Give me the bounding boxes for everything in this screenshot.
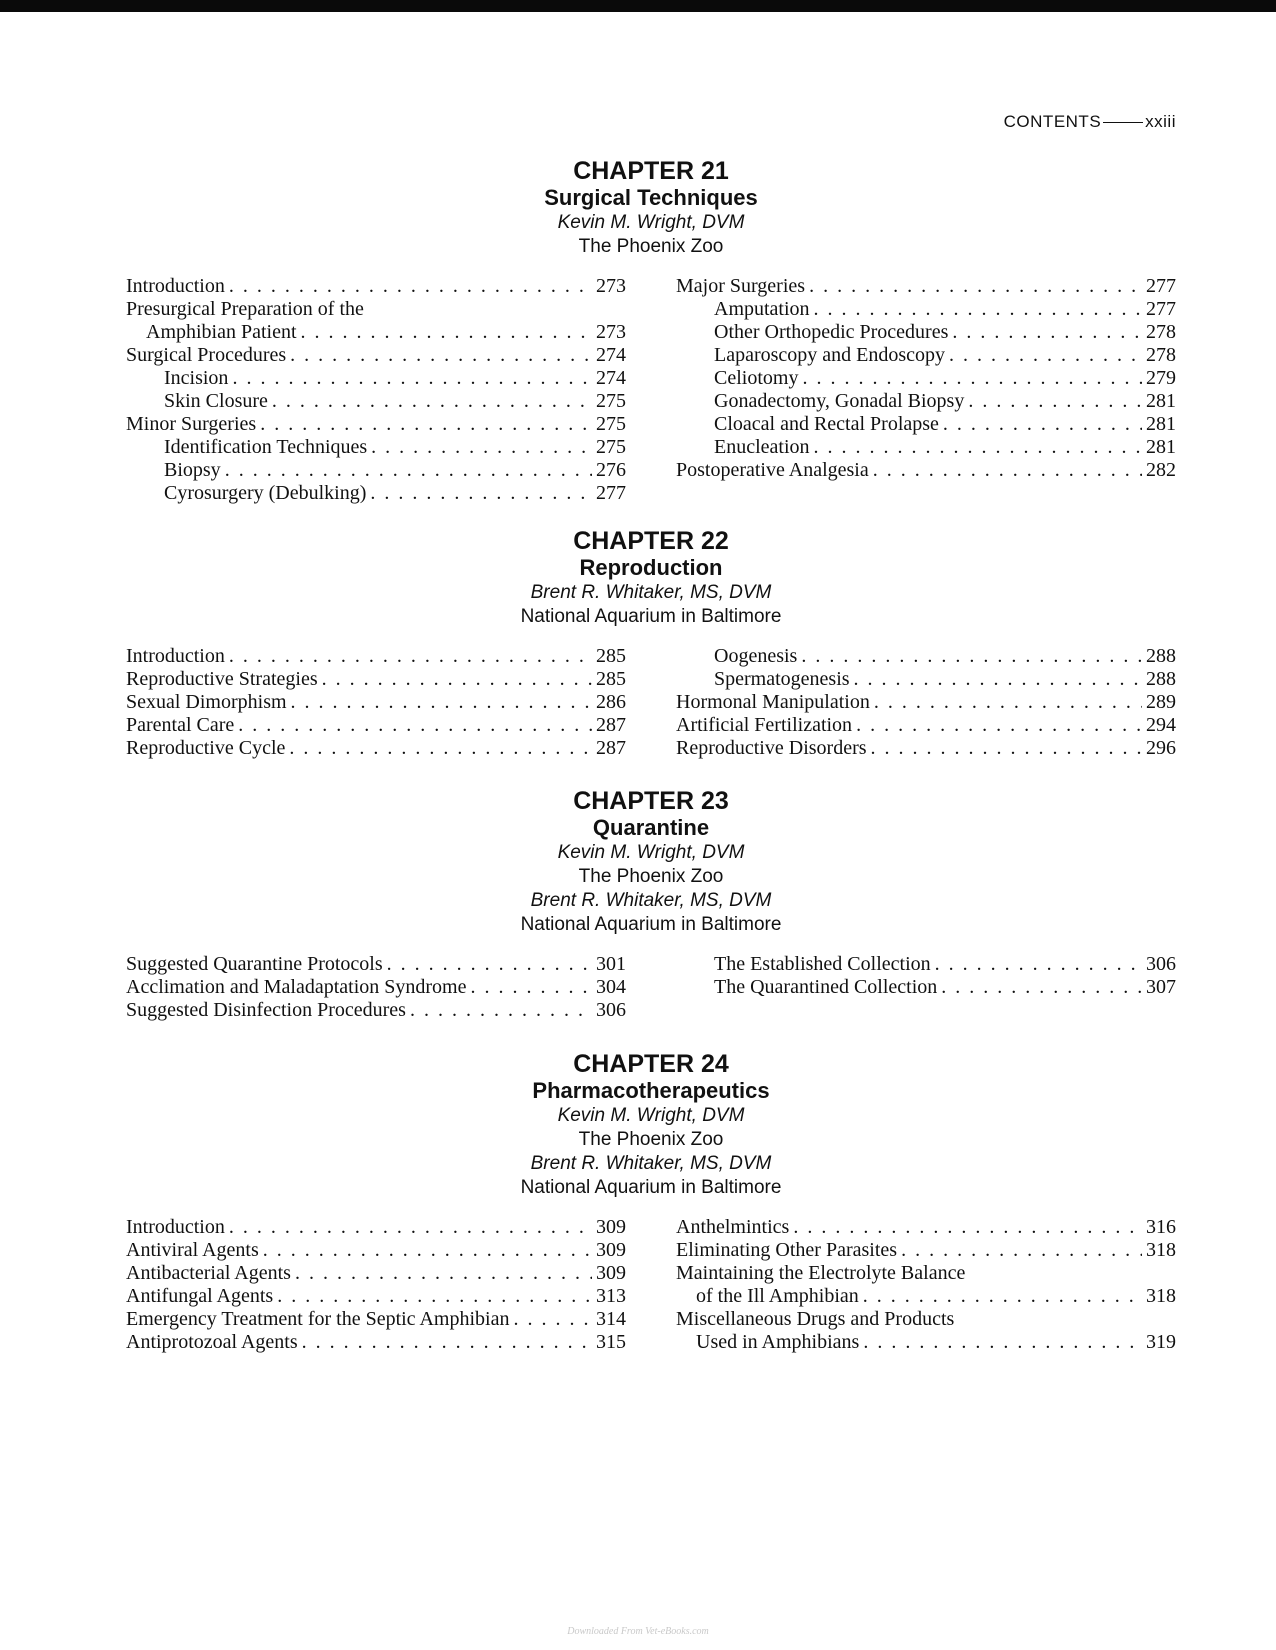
- dot-leader: [793, 1216, 1142, 1239]
- toc-entry-page: 304: [596, 976, 626, 998]
- toc-entry-title: Antiprotozoal Agents: [126, 1331, 298, 1353]
- toc-entry-page: 285: [596, 668, 626, 690]
- toc-entry[interactable]: [676, 691, 1176, 714]
- toc-entry-page: 275: [596, 413, 626, 435]
- chapter-affiliation: The Phoenix Zoo: [578, 866, 724, 887]
- dot-leader: [935, 953, 1142, 976]
- toc-entry-title: Introduction: [126, 275, 225, 297]
- toc-entry-title: Reproductive Cycle: [126, 737, 286, 759]
- toc-entry[interactable]: [126, 691, 626, 714]
- toc-column-left: [126, 645, 626, 760]
- toc-entry[interactable]: [126, 976, 626, 999]
- chapter-affiliation: The Phoenix Zoo: [578, 236, 724, 257]
- toc-entry-title: Oogenesis: [714, 645, 798, 667]
- running-head-label: CONTENTS: [1003, 112, 1102, 131]
- dot-leader: [387, 953, 592, 976]
- dot-leader: [238, 714, 592, 737]
- toc-entry[interactable]: [676, 668, 1176, 691]
- toc-entry-page: 275: [596, 390, 626, 412]
- toc-entry-title: Major Surgeries: [676, 275, 806, 297]
- toc-entry-title: Parental Care: [126, 714, 235, 736]
- toc-entry-title: Maintaining the Electrolyte Balance: [676, 1262, 966, 1284]
- toc-entry-title: Skin Closure: [164, 390, 268, 412]
- dot-leader: [901, 1239, 1142, 1262]
- chapter-number: CHAPTER 21: [573, 157, 729, 185]
- toc-entry[interactable]: [126, 714, 626, 737]
- dot-leader: [295, 1262, 592, 1285]
- toc-column-right: [676, 275, 1176, 505]
- toc-entry-title: Cyrosurgery (Debulking): [164, 482, 367, 504]
- toc-entry-title: Amphibian Patient: [146, 321, 297, 343]
- dot-leader: [302, 1331, 592, 1354]
- toc-entry[interactable]: [126, 645, 626, 668]
- toc-entry-title: Introduction: [126, 645, 225, 667]
- toc-entry[interactable]: [126, 953, 626, 976]
- toc-entry[interactable]: [126, 1216, 626, 1239]
- toc-entry-title: Anthelmintics: [676, 1216, 790, 1238]
- toc-entry[interactable]: [676, 976, 1176, 999]
- chapter-heading: [126, 1051, 1176, 1200]
- scan-top-border: [0, 0, 1276, 12]
- dot-leader: [260, 413, 592, 436]
- toc-entry-page: 287: [596, 737, 626, 759]
- toc-entry-title: Suggested Disinfection Procedures: [126, 999, 406, 1021]
- toc-columns: [126, 953, 1176, 1022]
- toc-column-right: [676, 953, 1176, 1022]
- toc-entry-page: 274: [596, 367, 626, 389]
- chapter-author: Brent R. Whitaker, MS, DVM: [530, 582, 772, 603]
- toc-column-left: [126, 953, 626, 1022]
- toc-entry-title: Incision: [164, 367, 229, 389]
- toc-entry-page: 273: [596, 275, 626, 297]
- toc-entry[interactable]: [676, 1216, 1176, 1239]
- toc-entry[interactable]: [126, 344, 626, 367]
- toc-entry-page: 315: [596, 1331, 626, 1353]
- toc-entry-title: Minor Surgeries: [126, 413, 257, 435]
- chapter-title: Reproduction: [579, 555, 723, 580]
- dot-leader: [802, 367, 1142, 390]
- toc-entry[interactable]: [676, 1239, 1176, 1262]
- toc-entry[interactable]: [676, 321, 1176, 344]
- toc-column-left: [126, 1216, 626, 1354]
- toc-entry[interactable]: [126, 436, 626, 459]
- chapter-number: CHAPTER 22: [573, 527, 729, 555]
- dot-leader: [814, 298, 1142, 321]
- toc-entry-page: 309: [596, 1216, 626, 1238]
- toc-entry-title: Introduction: [126, 1216, 225, 1238]
- chapter-affiliation: The Phoenix Zoo: [578, 1129, 724, 1150]
- dot-leader: [871, 737, 1142, 760]
- toc-entry-title: Cloacal and Rectal Prolapse: [714, 413, 939, 435]
- chapter-number: CHAPTER 24: [573, 1050, 729, 1078]
- toc-entry[interactable]: [126, 367, 626, 390]
- toc-entry-title: Miscellaneous Drugs and Products: [676, 1308, 955, 1330]
- dot-leader: [277, 1285, 592, 1308]
- chapter-title: Surgical Techniques: [544, 185, 758, 210]
- dot-leader: [290, 344, 592, 367]
- dot-leader: [854, 668, 1142, 691]
- toc-entry[interactable]: [126, 1239, 626, 1262]
- toc-entry[interactable]: [676, 275, 1176, 298]
- toc-entry[interactable]: [126, 321, 626, 344]
- dot-leader: [874, 691, 1142, 714]
- toc-entry-title: Used in Amphibians: [696, 1331, 860, 1353]
- dot-leader: [272, 390, 592, 413]
- toc-columns: [126, 1216, 1176, 1354]
- toc-entry[interactable]: [676, 1262, 1176, 1285]
- toc-columns: [126, 275, 1176, 505]
- toc-column-right: [676, 1216, 1176, 1354]
- toc-entry[interactable]: [126, 1308, 626, 1331]
- toc-entry[interactable]: [126, 999, 626, 1022]
- toc-entry-page: 273: [596, 321, 626, 343]
- running-head-page: xxiii: [1145, 112, 1176, 131]
- toc-entry[interactable]: [676, 436, 1176, 459]
- chapter-heading: [126, 528, 1176, 629]
- dot-leader: [289, 737, 592, 760]
- chapter-24: [126, 1051, 1176, 1354]
- toc-entry[interactable]: [126, 737, 626, 760]
- toc-entry-page: 274: [596, 344, 626, 366]
- toc-entry[interactable]: [126, 482, 626, 505]
- dot-leader: [232, 367, 592, 390]
- toc-entry-page: 288: [1146, 668, 1176, 690]
- toc-entry-title: The Established Collection: [714, 953, 931, 975]
- toc-entry[interactable]: [126, 1262, 626, 1285]
- toc-entry[interactable]: [676, 953, 1176, 976]
- toc-entry-title: Presurgical Preparation of the: [126, 298, 364, 320]
- dot-leader: [801, 645, 1142, 668]
- toc-entry[interactable]: [126, 1285, 626, 1308]
- toc-entry[interactable]: [676, 645, 1176, 668]
- toc-entry[interactable]: [676, 298, 1176, 321]
- dot-leader: [809, 275, 1142, 298]
- dot-leader: [229, 1216, 592, 1239]
- toc-entry-page: 294: [1146, 714, 1176, 736]
- dot-leader: [370, 482, 592, 505]
- dot-leader: [410, 999, 592, 1022]
- toc-entry-title: Enucleation: [714, 436, 810, 458]
- dot-leader: [263, 1239, 592, 1262]
- running-head: [1004, 112, 1176, 132]
- toc-entry[interactable]: [676, 714, 1176, 737]
- toc-entry-page: 309: [596, 1239, 626, 1261]
- dot-leader: [470, 976, 592, 999]
- chapter-number: CHAPTER 23: [573, 787, 729, 815]
- toc-entry-page: 319: [1146, 1331, 1176, 1353]
- dot-leader: [863, 1285, 1142, 1308]
- toc-entry[interactable]: [676, 1285, 1176, 1308]
- toc-entry-page: 277: [1146, 298, 1176, 320]
- toc-entry-page: 275: [596, 436, 626, 458]
- toc-entry-page: 318: [1146, 1285, 1176, 1307]
- download-watermark: Downloaded From Vet-eBooks.com: [567, 1626, 709, 1637]
- chapter-heading: [126, 788, 1176, 937]
- toc-entry-title: of the Ill Amphibian: [696, 1285, 859, 1307]
- dot-leader: [229, 645, 592, 668]
- toc-entry[interactable]: [676, 413, 1176, 436]
- toc-entry[interactable]: [126, 413, 626, 436]
- toc-entry[interactable]: [126, 459, 626, 482]
- toc-entry-page: 307: [1146, 976, 1176, 998]
- dot-leader: [229, 275, 592, 298]
- toc-entry-page: 278: [1146, 321, 1176, 343]
- dot-leader: [301, 321, 592, 344]
- toc-columns: [126, 645, 1176, 760]
- chapter-title: Quarantine: [592, 815, 710, 840]
- dot-leader: [941, 976, 1142, 999]
- chapter-22: [126, 528, 1176, 760]
- chapter-23: [126, 788, 1176, 1022]
- chapter-21: [126, 158, 1176, 505]
- toc-entry-page: 306: [1146, 953, 1176, 975]
- chapter-author: Kevin M. Wright, DVM: [557, 212, 745, 233]
- toc-entry[interactable]: [676, 344, 1176, 367]
- toc-entry-title: Postoperative Analgesia: [676, 459, 869, 481]
- toc-entry[interactable]: [676, 459, 1176, 482]
- toc-entry-title: Acclimation and Maladaptation Syndrome: [126, 976, 467, 998]
- toc-entry-title: Reproductive Strategies: [126, 668, 318, 690]
- toc-entry[interactable]: [126, 298, 626, 321]
- toc-entry-title: Laparoscopy and Endoscopy: [714, 344, 946, 366]
- chapter-author: Brent R. Whitaker, MS, DVM: [530, 890, 772, 911]
- dot-leader: [513, 1308, 592, 1331]
- toc-entry-page: 281: [1146, 413, 1176, 435]
- dot-leader: [225, 459, 592, 482]
- toc-entry-title: Gonadectomy, Gonadal Biopsy: [714, 390, 965, 412]
- dot-leader: [943, 413, 1142, 436]
- dot-leader: [863, 1331, 1142, 1354]
- toc-entry-title: Emergency Treatment for the Septic Amphibian: [126, 1308, 510, 1330]
- toc-entry[interactable]: [126, 1331, 626, 1354]
- toc-entry[interactable]: [126, 390, 626, 413]
- toc-entry[interactable]: [676, 737, 1176, 760]
- toc-entry-title: Spermatogenesis: [714, 668, 850, 690]
- toc-entry[interactable]: [126, 275, 626, 298]
- toc-entry-page: 316: [1146, 1216, 1176, 1238]
- toc-entry-title: Biopsy: [164, 459, 221, 481]
- toc-entry-title: Celiotomy: [714, 367, 799, 389]
- chapter-author: Kevin M. Wright, DVM: [557, 842, 745, 863]
- toc-entry-page: 285: [596, 645, 626, 667]
- toc-entry-title: Sexual Dimorphism: [126, 691, 287, 713]
- chapter-affiliation: National Aquarium in Baltimore: [520, 606, 782, 627]
- toc-entry-page: 287: [596, 714, 626, 736]
- toc-entry-title: Suggested Quarantine Protocols: [126, 953, 383, 975]
- toc-entry-title: Other Orthopedic Procedures: [714, 321, 949, 343]
- toc-entry-page: 289: [1146, 691, 1176, 713]
- toc-column-right: [676, 645, 1176, 760]
- toc-entry[interactable]: [126, 668, 626, 691]
- toc-entry-title: Reproductive Disorders: [676, 737, 867, 759]
- toc-entry-title: Hormonal Manipulation: [676, 691, 870, 713]
- dot-leader: [968, 390, 1142, 413]
- toc-entry-page: 306: [596, 999, 626, 1021]
- toc-entry-page: 281: [1146, 390, 1176, 412]
- dot-leader: [322, 668, 592, 691]
- toc-entry-page: 314: [596, 1308, 626, 1330]
- toc-entry-page: 318: [1146, 1239, 1176, 1261]
- toc-entry-page: 277: [1146, 275, 1176, 297]
- toc-entry-title: Antiviral Agents: [126, 1239, 259, 1261]
- dot-leader: [814, 436, 1142, 459]
- toc-entry-title: Surgical Procedures: [126, 344, 287, 366]
- dot-leader: [949, 344, 1142, 367]
- toc-entry-title: Artificial Fertilization: [676, 714, 853, 736]
- dot-leader: [873, 459, 1142, 482]
- toc-entry-page: 309: [596, 1262, 626, 1284]
- toc-column-left: [126, 275, 626, 505]
- toc-entry-title: Eliminating Other Parasites: [676, 1239, 898, 1261]
- dot-leader: [291, 691, 592, 714]
- toc-entry[interactable]: [676, 1308, 1176, 1331]
- toc-entry-title: Antibacterial Agents: [126, 1262, 291, 1284]
- toc-entry-page: 279: [1146, 367, 1176, 389]
- toc-entry-title: Identification Techniques: [164, 436, 368, 458]
- toc-entry-page: 276: [596, 459, 626, 481]
- toc-entry-page: 282: [1146, 459, 1176, 481]
- chapter-affiliation: National Aquarium in Baltimore: [520, 1177, 782, 1198]
- chapter-author: Brent R. Whitaker, MS, DVM: [530, 1153, 772, 1174]
- chapter-title: Pharmacotherapeutics: [532, 1078, 770, 1103]
- dot-leader: [371, 436, 592, 459]
- dot-leader: [952, 321, 1142, 344]
- chapter-affiliation: National Aquarium in Baltimore: [520, 914, 782, 935]
- toc-entry-page: 277: [596, 482, 626, 504]
- toc-entry-page: 278: [1146, 344, 1176, 366]
- toc-entry[interactable]: [676, 390, 1176, 413]
- toc-entry-page: 286: [596, 691, 626, 713]
- dot-leader: [856, 714, 1142, 737]
- toc-entry-title: Amputation: [714, 298, 810, 320]
- toc-entry-page: 301: [596, 953, 626, 975]
- toc-entry-title: Antifungal Agents: [126, 1285, 274, 1307]
- toc-entry-page: 288: [1146, 645, 1176, 667]
- toc-entry-title: The Quarantined Collection: [714, 976, 938, 998]
- toc-entry-page: 296: [1146, 737, 1176, 759]
- chapter-author: Kevin M. Wright, DVM: [557, 1105, 745, 1126]
- toc-entry[interactable]: [676, 1331, 1176, 1354]
- toc-entry-page: 281: [1146, 436, 1176, 458]
- toc-entry[interactable]: [676, 367, 1176, 390]
- running-head-rule: [1103, 122, 1143, 123]
- toc-entry-page: 313: [596, 1285, 626, 1307]
- chapter-heading: [126, 158, 1176, 259]
